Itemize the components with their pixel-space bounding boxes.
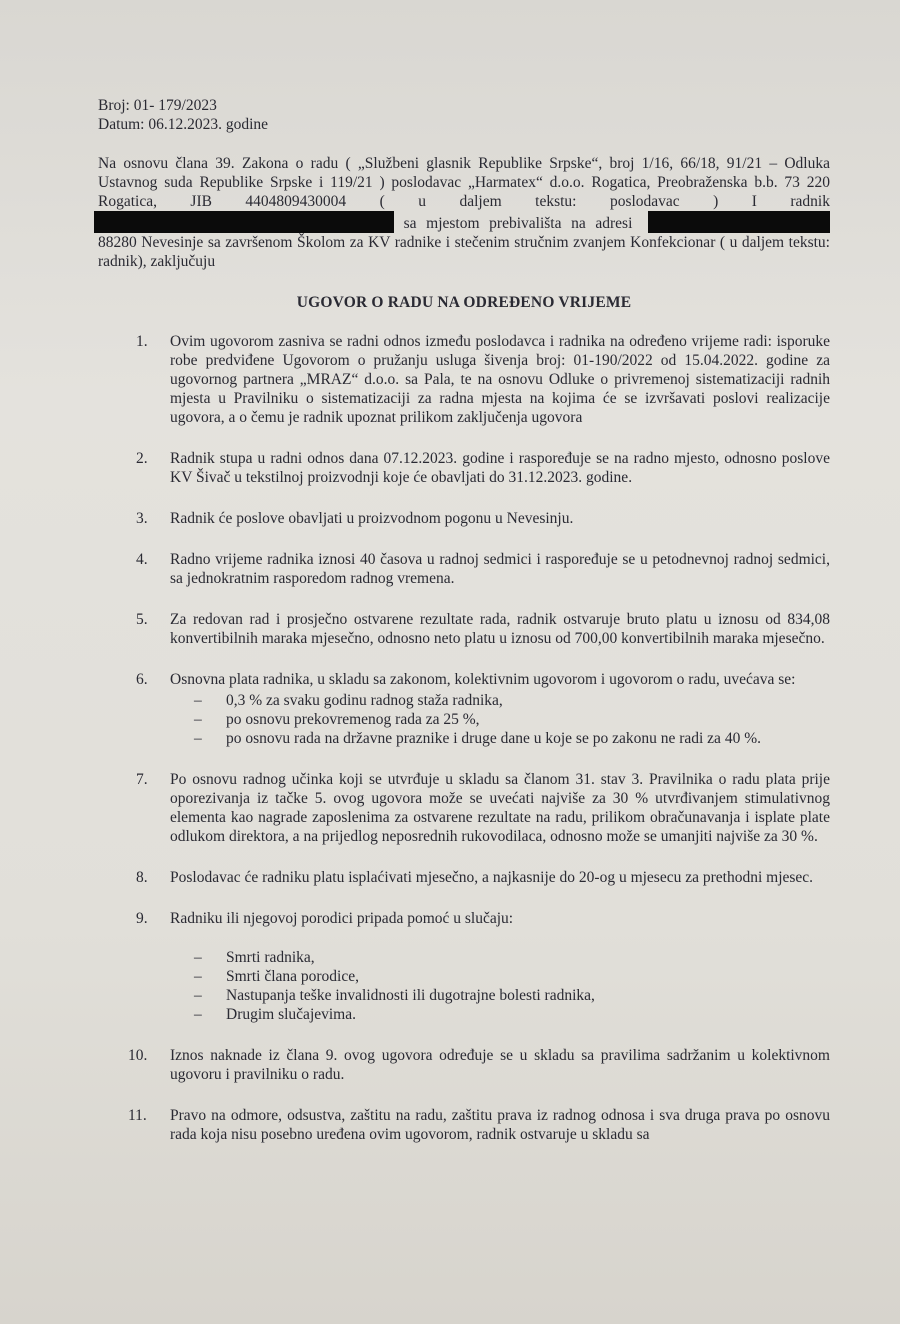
clause-text: Ovim ugovorom zasniva se radni odnos između poslodavca i radnika na određeno vrijeme radi: isporuke robe predviđene Ugovorom o pružanju usluga šivenja broj: 01-190/2022 od 15.04.2022. godine za ugovornog partnera „MRAZ“ d.o.o. sa Pala, te na osnovu Odluke o privremenoj sistematizaciji radnih mjesta u Pravilniku o sistematizaciji za radna mjesta na kojima će se izvršavati poslovi realizacije ugovora, a o čemu je radnik upoznat prilikom zaključenja ugovora: [170, 333, 830, 426]
clause-number: 1.: [136, 333, 148, 350]
clause-text: Radnik će poslove obavljati u proizvodnom pogonu u Nevesinju.: [170, 510, 574, 527]
clause-text: Osnovna plata radnika, u skladu sa zakonom, kolektivnim ugovorom i ugovorom o radu, uvećava se:: [170, 671, 796, 688]
clause-number: 8.: [136, 869, 148, 886]
list-item: – Nastupanja teške invalidnosti ili dugotrajne bolesti radnika,: [194, 987, 595, 1004]
clause-text: Radno vrijeme radnika iznosi 40 časova u radnoj sedmici i raspoređuje se u petodnevnoj radnoj sedmici, sa jednokratnim rasporedom radnog vremena.: [170, 551, 830, 587]
clause-4: [98, 550, 830, 588]
clause-number: 10.: [128, 1047, 148, 1064]
clause-3: [98, 509, 830, 528]
clause-number: 11.: [128, 1107, 147, 1124]
clause-text: Pravo na odmore, odsustva, zaštitu na radu, zaštitu prava iz radnog odnosa i sva druga prava po osnovu rada koja nisu posebno uređena ovim ugovorom, radnik ostvaruje u skladu sa: [170, 1107, 830, 1143]
intro-part-2: sa mjestom prebivališta na adresi: [403, 215, 633, 232]
document-date: Datum: 06.12.2023. godine: [98, 116, 269, 133]
clause-number: 6.: [136, 671, 148, 688]
clause-11: [98, 1106, 830, 1144]
list-item: – po osnovu prekovremenog rada za 25 %,: [194, 711, 480, 728]
list-item: – Smrti radnika,: [194, 949, 315, 966]
document-number: Broj: 01- 179/2023: [98, 97, 217, 114]
clause-6: [98, 670, 830, 748]
intro-paragraph: [98, 154, 830, 271]
clause-9-list: [170, 948, 830, 1024]
clause-text: Radnik stupa u radni odnos dana 07.12.2023. godine i raspoređuje se na radno mjesto, odnosno poslove KV Šivač u tekstilnoj proizvodnji koje će obavljati do 31.12.2023. godine.: [170, 450, 830, 486]
clause-number: 4.: [136, 551, 148, 568]
clause-number: 5.: [136, 611, 148, 628]
list-item: – Drugim slučajevima.: [194, 1006, 356, 1023]
redacted-address: [648, 211, 830, 233]
clause-text: Za redovan rad i prosječno ostvarene rezultate rada, radnik ostvaruje bruto platu u iznosu od 834,08 konvertibilnih maraka mjesečno, odnosno neto platu u iznosu od 700,00 konvertibilnih maraka mjesečno.: [170, 611, 830, 647]
clause-text: Po osnovu radnog učinka koji se utvrđuje u skladu sa članom 31. stav 3. Pravilnika o radu plata prije oporezivanja iz tačke 5. ovog ugovora može se uvećati najviše za 30 % utvrđivanjem stimulativnog elementa kao nagrade zaposlenima za ostvarene rezultate na radu, prilikom obračunavanja i isplate plate odlukom direktora, a na prijedlog neposrednih rukovodilaca, odnosno može se umanjiti najviše za 30 %.: [170, 771, 830, 845]
intro-part-3: 88280 Nevesinje sa završenom Školom za KV radnike i stečenim stručnim zvanjem Konfekcionar ( u daljem tekstu: radnik), zaključuju: [98, 234, 830, 270]
clause-7: [98, 770, 830, 846]
contract-clauses: [98, 332, 830, 1144]
clause-text: Poslodavac će radniku platu isplaćivati mjesečno, a najkasnije do 20-og u mjesecu za prethodni mjesec.: [170, 869, 814, 886]
clause-number: 7.: [136, 771, 148, 788]
redacted-name: [94, 211, 394, 233]
contract-title: UGOVOR O RADU NA ODREĐENO VRIJEME: [296, 294, 632, 311]
clause-2: [98, 449, 830, 487]
clause-8: [98, 868, 830, 887]
clause-number: 9.: [136, 910, 148, 927]
clause-text: Iznos naknade iz člana 9. ovog ugovora određuje se u skladu sa pravilima sadržanim u kolektivnom ugovoru i pravilniku o radu.: [170, 1047, 830, 1083]
clause-number: 2.: [136, 450, 148, 467]
clause-text: Radniku ili njegovoj porodici pripada pomoć u slučaju:: [170, 910, 514, 927]
clause-9: [98, 909, 830, 1024]
list-item: – po osnovu rada na državne praznike i druge dane u koje se po zakonu ne radi za 40 %.: [194, 730, 761, 747]
list-item: – Smrti člana porodice,: [194, 968, 359, 985]
clause-6-list: [170, 691, 830, 748]
clause-number: 3.: [136, 510, 148, 527]
clause-1: [98, 332, 830, 427]
intro-part-1: Na osnovu člana 39. Zakona o radu ( „Službeni glasnik Republike Srpske“, broj 1/16, 66/18, 91/21 – Odluka Ustavnog suda Republike Srpske i 119/21 ) poslodavac „Harmatex“ d.o.o. Rogatica, Preobraženska b.b. 73 220 Rogatica, JIB 4404809430004 ( u daljem tekstu: poslodavac ) I radnik: [98, 155, 830, 210]
clause-10: [98, 1046, 830, 1084]
clause-5: [98, 610, 830, 648]
list-item: – 0,3 % za svaku godinu radnog staža radnika,: [194, 692, 503, 709]
